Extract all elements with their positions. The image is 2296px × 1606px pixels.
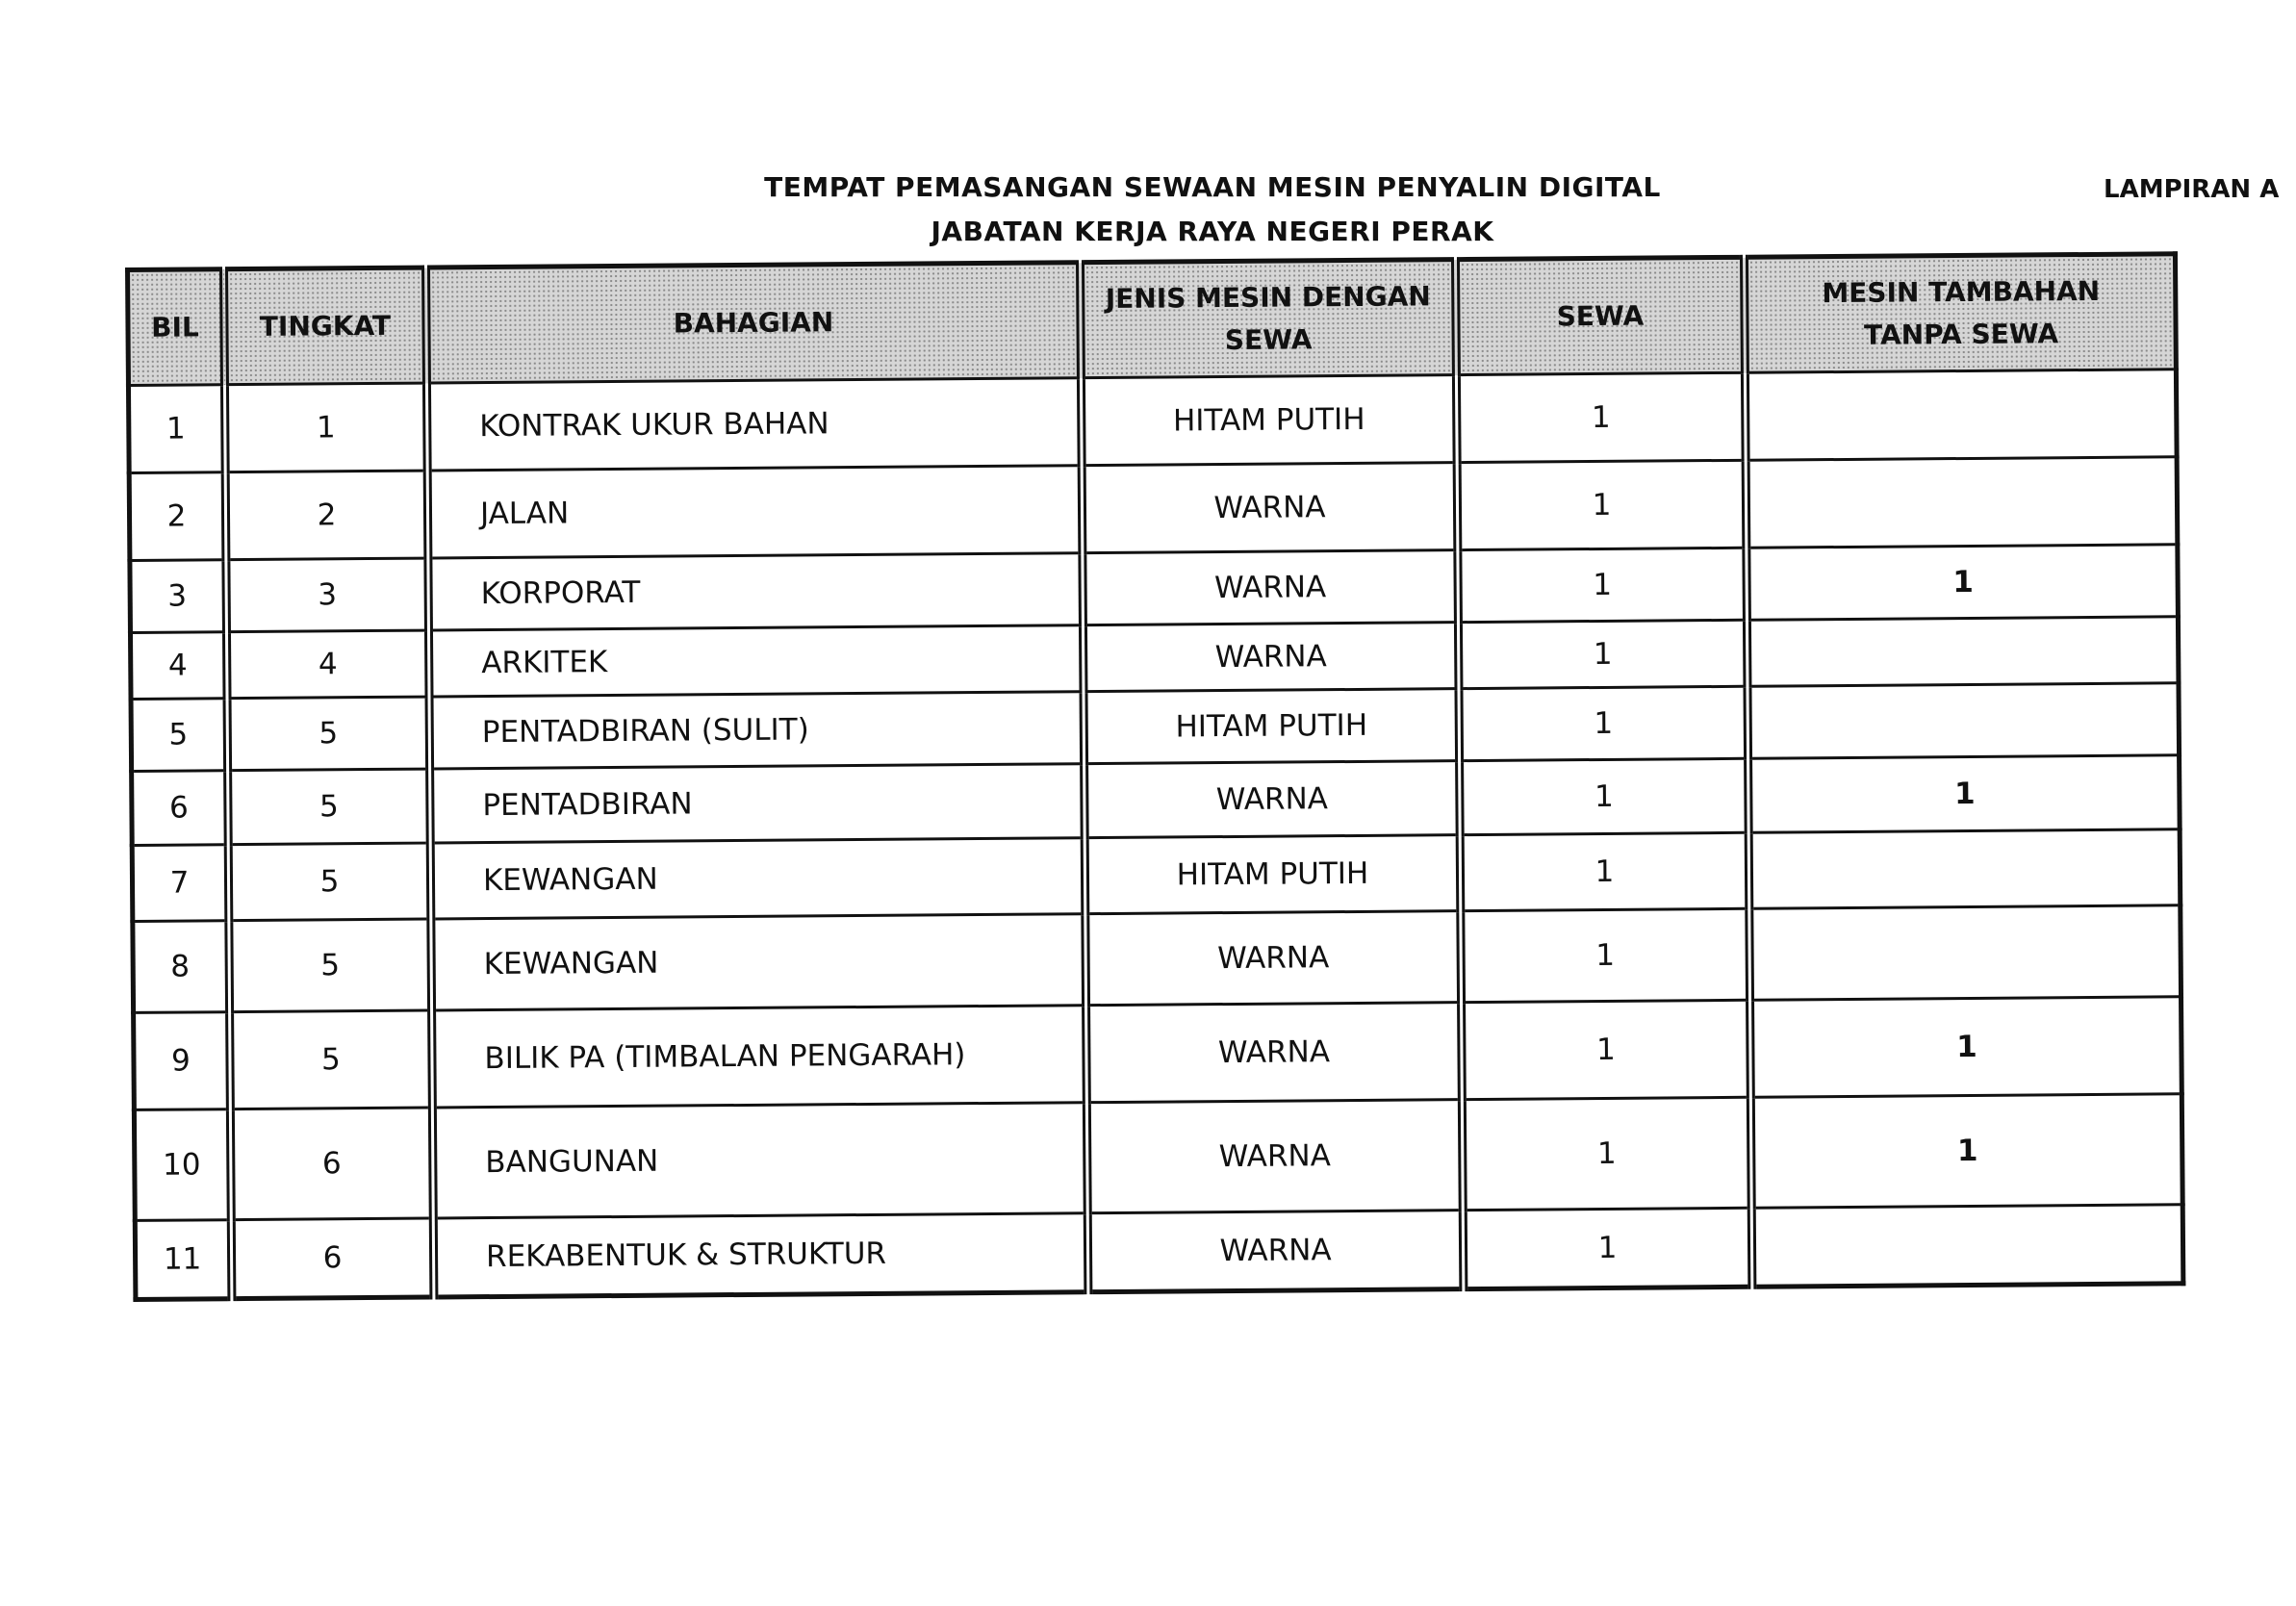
table-row <box>129 457 2178 561</box>
cell-jenis: WARNA <box>1083 550 1459 625</box>
header-jenis-line1: JENIS MESIN DENGAN <box>1105 280 1431 315</box>
cell-bil: 9 <box>134 1012 231 1110</box>
cell-sewa: 1 <box>1463 1208 1752 1288</box>
header-jenis-line2: SEWA <box>1224 323 1313 357</box>
cell-tambahan <box>1751 1205 2183 1287</box>
cell-sewa: 1 <box>1460 758 1749 834</box>
cell-tingkat: 1 <box>224 383 427 472</box>
cell-tingkat: 5 <box>227 697 430 771</box>
cell-jenis: WARNA <box>1087 1211 1464 1292</box>
cell-jenis: HITAM PUTIH <box>1081 375 1457 466</box>
cell-sewa: 1 <box>1457 460 1747 549</box>
cell-sewa: 1 <box>1458 548 1748 622</box>
cell-bahagian: KONTRAK UKUR BAHAN <box>426 378 1082 471</box>
cell-tingkat: 6 <box>230 1108 433 1220</box>
cell-bil: 2 <box>129 472 226 561</box>
header-bil: BIL <box>128 269 225 386</box>
cell-bil: 11 <box>135 1220 232 1300</box>
cell-jenis: WARNA <box>1086 1003 1463 1103</box>
cell-tambahan <box>1745 370 2177 461</box>
cell-sewa: 1 <box>1462 1097 1751 1210</box>
cell-bahagian: JALAN <box>427 466 1083 558</box>
cell-tingkat: 5 <box>228 843 431 921</box>
cell-tambahan <box>1749 905 2181 1001</box>
cell-tingkat: 6 <box>231 1218 434 1299</box>
cell-tingkat: 5 <box>228 769 431 845</box>
cell-tambahan <box>1748 683 2180 759</box>
cell-jenis: WARNA <box>1085 911 1462 1006</box>
cell-bil: 3 <box>130 560 227 633</box>
cell-tambahan: 1 <box>1747 545 2179 621</box>
cell-bahagian: KEWANGAN <box>430 838 1085 919</box>
installation-table <box>125 251 2185 1302</box>
cell-sewa: 1 <box>1462 1000 1751 1099</box>
cell-bil: 6 <box>132 771 229 846</box>
cell-bahagian: PENTADBIRAN (SULIT) <box>429 692 1084 769</box>
table-row <box>134 1094 2182 1221</box>
cell-tingkat: 5 <box>229 919 432 1012</box>
cell-tingkat: 3 <box>226 558 429 632</box>
cell-jenis: WARNA <box>1083 623 1459 692</box>
cell-bil: 4 <box>130 632 227 700</box>
header-tambahan-line1: MESIN TAMBAHAN <box>1822 274 2101 310</box>
cell-tingkat: 2 <box>225 471 428 560</box>
cell-bahagian: BANGUNAN <box>432 1103 1087 1218</box>
cell-bahagian: KORPORAT <box>428 553 1084 630</box>
installation-table-container <box>125 251 2181 1302</box>
cell-tambahan <box>1746 457 2178 548</box>
annex-label: LAMPIRAN A <box>2104 175 2280 204</box>
cell-tambahan: 1 <box>1750 997 2182 1098</box>
header-sewa: SEWA <box>1455 257 1745 374</box>
cell-tambahan: 1 <box>1750 1094 2182 1209</box>
cell-tambahan <box>1748 829 2181 909</box>
cell-bahagian: ARKITEK <box>428 625 1084 697</box>
cell-tingkat: 5 <box>230 1010 433 1109</box>
header-mesin-tambahan <box>1744 254 2176 373</box>
cell-bahagian: KEWANGAN <box>431 914 1086 1010</box>
table-header-row <box>128 254 2177 386</box>
table-row <box>133 905 2181 1013</box>
cell-bil: 8 <box>133 921 230 1013</box>
cell-bahagian: PENTADBIRAN <box>430 764 1085 843</box>
table-row <box>134 997 2182 1110</box>
cell-tingkat: 4 <box>226 630 429 699</box>
cell-jenis: WARNA <box>1082 463 1458 553</box>
cell-sewa: 1 <box>1459 686 1748 760</box>
cell-jenis: WARNA <box>1086 1100 1463 1213</box>
cell-sewa: 1 <box>1458 620 1748 688</box>
header-tingkat: TINGKAT <box>224 268 427 385</box>
header-jenis-mesin <box>1080 260 1456 378</box>
header-tambahan-line2: TANPA SEWA <box>1863 318 2059 351</box>
cell-tambahan: 1 <box>1748 755 2181 833</box>
cell-jenis: HITAM PUTIH <box>1084 689 1460 764</box>
header-bahagian: BAHAGIAN <box>426 263 1082 383</box>
document-title: TEMPAT PEMASANGAN SEWAAN MESIN PENYALIN DIGITAL <box>764 171 1661 203</box>
cell-tambahan <box>1747 617 2179 687</box>
cell-sewa: 1 <box>1456 372 1746 462</box>
cell-bil: 5 <box>131 699 228 772</box>
cell-bil: 10 <box>134 1109 231 1221</box>
cell-bahagian: BILIK PA (TIMBALAN PENGARAH) <box>432 1006 1087 1108</box>
cell-bahagian: REKABENTUK & STRUKTUR <box>433 1213 1088 1297</box>
cell-bil: 7 <box>132 845 229 922</box>
cell-sewa: 1 <box>1460 832 1749 910</box>
cell-bil: 1 <box>128 385 225 473</box>
table-row <box>135 1205 2183 1300</box>
document-subtitle: JABATAN KERJA RAYA NEGERI PERAK <box>931 216 1494 247</box>
table-row <box>128 370 2177 473</box>
cell-jenis: HITAM PUTIH <box>1084 835 1461 914</box>
cell-jenis: WARNA <box>1084 761 1461 838</box>
cell-sewa: 1 <box>1461 908 1750 1002</box>
